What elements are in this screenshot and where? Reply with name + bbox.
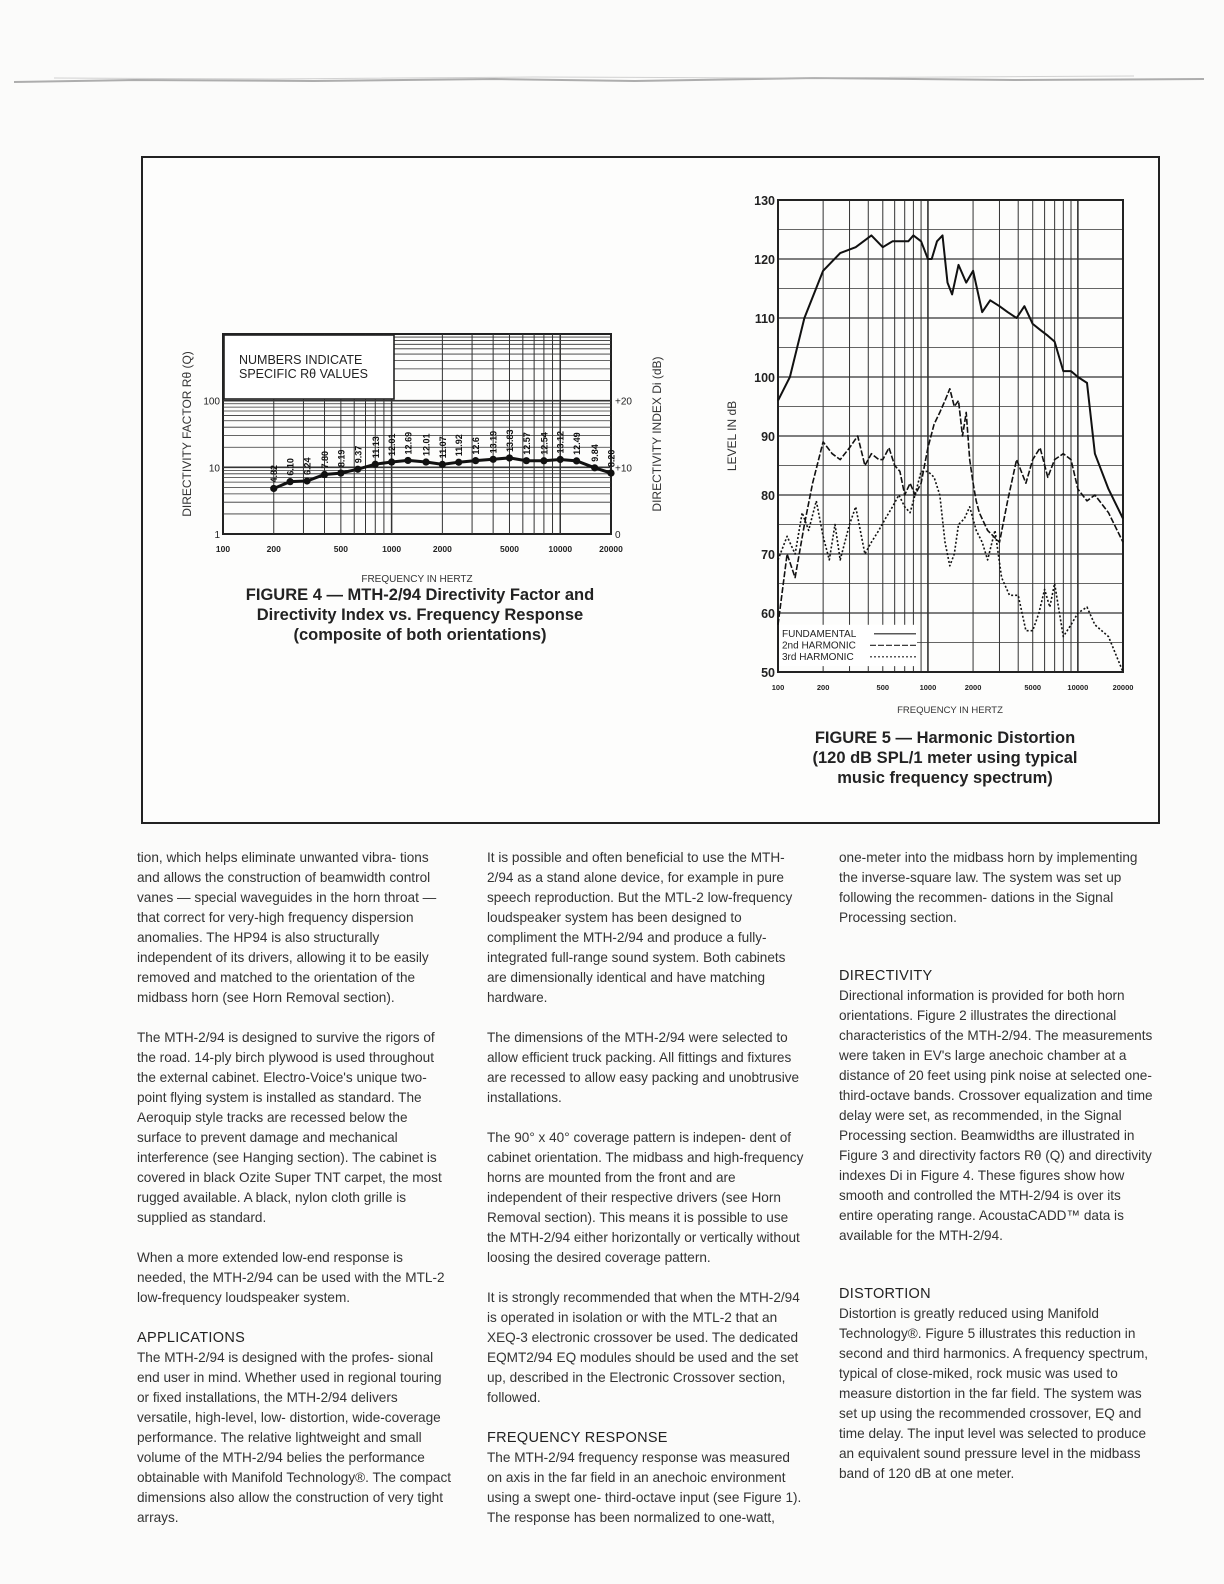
figure-4-data-point xyxy=(540,457,547,464)
figure-5-y-axis-label: LEVEL IN dB xyxy=(725,400,739,472)
figure-4-caption-line-1: FIGURE 4 — MTH-2/94 Directivity Factor and xyxy=(245,586,595,604)
figure-4-value-label: 8.19 xyxy=(336,449,347,468)
figure-4-x-tick-label: 10000 xyxy=(548,544,573,554)
figure-5-legend-2nd-harmonic: 2nd HARMONIC xyxy=(782,640,856,652)
frequency-response-heading: FREQUENCY RESPONSE xyxy=(487,1430,668,1446)
figure-5-x-tick-label: 2000 xyxy=(964,683,982,692)
figure-4-value-label: 13.83 xyxy=(504,429,515,452)
figure-4-legend-line-1: NUMBERS INDICATE xyxy=(239,353,363,367)
figure-5-legend-fundamental: FUNDAMENTAL xyxy=(782,628,857,640)
col3-paragraph-2: Directional information is provided for both horn orientations. Figure 2 illustrates the directional characteristics of the MTH-2/94. The measurements were taken in EV's large anechoic chamber at a distance of 20 feet using pink noise at selected one-third-octave bands. Crossover equalization and time delay were set, as recommended, in the Signal Processing section. Beamwidths are illustrated in Figure 3 and directivity factors Rθ (Q) and directivity indexes Di in Figure 4. These figures show how smooth and controlled the MTH-2/94 is over its entire operating range. AcoustaCADD™ data is available for the MTH-2/94. xyxy=(839,988,1153,1243)
figure-5-caption-line-2: (120 dB SPL/1 meter using typical xyxy=(812,749,1078,767)
figure-4-x-tick-label: 500 xyxy=(333,544,348,554)
figure-5-x-tick-label: 500 xyxy=(876,683,890,692)
figure-4-value-label: 12.01 xyxy=(387,433,398,457)
text-column-3 xyxy=(839,848,1154,1504)
col1-paragraph-2: The MTH-2/94 is designed to survive the rigors of the road. 14-ply birch plywood is used throughout the external cabinet. Electro-Voice's unique two-point flying system is installed as standard. The Aeroquip style tracks are recessed below the surface to prevent damage and mechanical interference (see Hanging section). The cabinet is covered in black Ozite Super TNT carpet, the most rugged available. A black, nylon cloth grille is supplied as standard. xyxy=(137,1030,442,1225)
figure-4-data-point xyxy=(388,458,395,465)
figure-4-data-point xyxy=(270,485,277,492)
figure-4-value-label: 12.54 xyxy=(539,432,550,455)
col2-paragraph-1: It is possible and often beneficial to use the MTH-2/94 as a stand alone device, for example in pure speech reproduction. But the MTL-2 low-frequency loudspeaker system has been designed to compliment the MTH-2/94 and produce a fully-integrated full-range sound system. Both cabinets are dimensionally identical and have matching hardware. xyxy=(487,850,793,1005)
figure-4-data-point xyxy=(557,456,564,463)
figure-4-caption-line-3: (composite of both orientations) xyxy=(293,626,547,644)
col2-paragraph-2: The dimensions of the MTH-2/94 were selected to allow efficient truck packing. All fittings and fixtures are recessed to allow easy packing and unobtrusive installations. xyxy=(487,1030,800,1105)
figure-4-data-point xyxy=(321,471,328,478)
figure-4-value-label: 8.20 xyxy=(606,449,617,468)
figure-4-data-point xyxy=(287,478,294,485)
figure-4-value-label: 6.24 xyxy=(302,457,313,475)
figure-5-caption-line-1: FIGURE 5 — Harmonic Distortion xyxy=(814,729,1076,747)
figure-4-x-tick-label: 2000 xyxy=(432,544,452,554)
figure-5-grid xyxy=(778,200,1123,672)
col3-paragraph-1: one-meter into the midbass horn by implementing the inverse-square law. The system was set up following the recommen- dations in the Signal Processing section. xyxy=(839,850,1138,925)
figure-4-value-label: 13.12 xyxy=(555,430,566,454)
figure-4-data-point xyxy=(573,457,580,464)
figure-4-data-point xyxy=(303,477,310,484)
col3-paragraph-3: Distortion is greatly reduced using Manifold Technology®. Figure 5 illustrates this reduction in second and third harmonics. A frequency spectrum, typical of close-miked, rock music was used to measure distortion in the far field. The system was set up using the recommended crossover, EQ and time delay. The input level was selected to produce an equivalent sound pressure level in the midbass band of 120 dB at one meter. xyxy=(839,1306,1149,1481)
figure-4-value-label: 12.01 xyxy=(421,433,432,457)
figure-5-y-tick-label: 90 xyxy=(761,430,775,444)
figure-4-value-label: 9.37 xyxy=(353,445,364,464)
figure-4-y-axis-label-right: DIRECTIVITY INDEX Di (dB) xyxy=(650,356,664,512)
figure-5-tick-labels xyxy=(754,194,1133,692)
figure-5-y-tick-label: 70 xyxy=(761,548,775,562)
figure-5-x-tick-label: 1000 xyxy=(919,683,937,692)
figure-4-value-label: 4.82 xyxy=(269,464,280,483)
col2-paragraph-5: The MTH-2/94 frequency response was measured on axis in the far field in an anechoic environment using a swept one- third-octave input (see Figure 1). The response has been normalized to one-watt, xyxy=(487,1450,802,1525)
directivity-heading: DIRECTIVITY xyxy=(839,968,933,984)
figure-4-x-tick-label: 100 xyxy=(215,544,231,554)
figure-4-caption-line-2: Directivity Index vs. Frequency Response xyxy=(256,606,584,624)
figure-4-x-tick-label: 1000 xyxy=(382,544,402,554)
figure-5-x-tick-label: 10000 xyxy=(1067,683,1089,692)
figure-4-value-label: 9.84 xyxy=(590,444,601,462)
figure-5-x-axis-label: FREQUENCY IN HERTZ xyxy=(897,705,1003,716)
figure-4-value-label: 11.13 xyxy=(370,436,381,459)
text-column-1 xyxy=(137,848,455,1548)
figure-4-x-tick-label: 200 xyxy=(266,544,281,554)
figure-5-legend-3rd-harmonic: 3rd HARMONIC xyxy=(782,651,854,663)
col1-paragraph-1: tion, which helps eliminate unwanted vibra- tions and allows the construction of beamwidth control vanes — special waveguides in the horn throat — that correct for very-high frequency dispersion anomalies. The HP94 is also structurally independent of its drivers, allowing it to be easily removed and matched to the orientation of the midbass horn (see Horn Removal section). xyxy=(137,850,437,1005)
figure-5-x-tick-label: 5000 xyxy=(1024,683,1042,692)
figure-4-value-label: 12.57 xyxy=(521,432,532,455)
figure-4-directivity-chart xyxy=(180,334,664,644)
figure-4-left-tick-label: 1 xyxy=(214,530,220,541)
col1-paragraph-3: When a more extended low-end response is needed, the MTH-2/94 can be used with the MTL-2 low-frequency loudspeaker system. xyxy=(137,1250,445,1305)
figure-4-left-tick-label: 100 xyxy=(203,396,220,408)
figure-4-x-axis-label: FREQUENCY IN HERTZ xyxy=(361,574,473,585)
figure-4-tick-labels xyxy=(203,397,632,554)
figure-5-harmonic-distortion-chart xyxy=(725,194,1133,787)
figure-4-data-point xyxy=(523,457,530,464)
figure-4-value-label: 12.6 xyxy=(471,437,482,455)
figure-4-x-tick-label: 20000 xyxy=(599,544,623,554)
figure-5-y-tick-label: 110 xyxy=(754,312,775,326)
figure-5-y-tick-label: 60 xyxy=(761,607,775,621)
figure-4-right-tick-label: 0 xyxy=(615,530,621,541)
figure-4-value-label: 12.69 xyxy=(403,431,414,455)
figure-4-right-tick-label: +10 xyxy=(615,463,632,475)
figure-5-x-tick-label: 200 xyxy=(816,683,830,692)
col2-paragraph-3: The 90° x 40° coverage pattern is indepen- dent of cabinet orientation. The midbass and high-frequency horns are mounted from the front and are independent of their respective drivers (see Horn Removal section). This means it is possible to use the MTH-2/94 either horizontally or vertically without loosing the desired coverage pattern. xyxy=(487,1130,804,1265)
figure-5-y-tick-label: 120 xyxy=(754,253,775,267)
figure-5-y-tick-label: 50 xyxy=(761,666,775,680)
figure-4-data-point xyxy=(422,458,429,465)
figure-4-data-point xyxy=(591,464,598,471)
figure-4-data-point xyxy=(490,456,497,463)
figure-4-data-point xyxy=(372,461,379,468)
figure-5-x-tick-label: 100 xyxy=(771,683,785,692)
figure-5-x-tick-label: 20000 xyxy=(1112,683,1134,692)
figure-5-caption-line-3: music frequency spectrum) xyxy=(837,769,1053,787)
figure-4-data-point xyxy=(439,461,446,468)
figure-4-value-label: 11.07 xyxy=(437,436,448,459)
figure-4-x-tick-label: 5000 xyxy=(500,544,519,554)
figure-4-data-point xyxy=(337,470,344,477)
figures-svg xyxy=(143,158,1157,821)
applications-heading: APPLICATIONS xyxy=(137,1330,246,1346)
distortion-heading: DISTORTION xyxy=(839,1286,931,1302)
figure-4-legend-line-2: SPECIFIC Rθ VALUES xyxy=(239,367,368,381)
figure-4-data-point xyxy=(607,469,614,476)
figure-4-value-label: 6.10 xyxy=(285,458,296,476)
figure-5-y-tick-label: 80 xyxy=(761,489,775,503)
figure-4-value-label: 7.80 xyxy=(320,450,331,469)
col2-paragraph-4: It is strongly recommended that when the MTH-2/94 is operated in isolation or with the MTL-2 that an XEQ-3 electronic crossover be used. The dedicated EQMT2/94 EQ modules should be used and the set up, described in the Electronic Crossover section, followed. xyxy=(487,1290,800,1405)
figure-4-value-label: 11.92 xyxy=(454,434,465,457)
figure-5-y-tick-label: 130 xyxy=(754,194,775,208)
figure-4-value-label: 13.19 xyxy=(488,430,499,454)
figure-4-data-point xyxy=(455,459,462,466)
figure-4-data-point xyxy=(506,454,513,461)
figure-5-y-tick-label: 100 xyxy=(754,371,775,385)
figure-4-y-axis-label-left: DIRECTIVITY FACTOR Rθ (Q) xyxy=(180,351,194,517)
figure-4-data-point xyxy=(404,457,411,464)
figure-4-value-label: 12.49 xyxy=(572,432,583,455)
text-column-2 xyxy=(487,848,805,1548)
col1-paragraph-4: The MTH-2/94 is designed with the profes- sional end user in mind. Whether used in regional touring or fixed installations, the MTH-2/94 delivers versatile, high-level, low- distortion, wide-coverage performance. The relative lightweight and small volume of the MTH-2/94 belies the performance obtainable with Manifold Technology®. The compact dimensions also allow the construction of very tight arrays. xyxy=(137,1350,452,1525)
figure-4-right-tick-label: +20 xyxy=(615,396,632,408)
figure-panel xyxy=(141,156,1160,824)
figure-4-left-tick-label: 10 xyxy=(208,463,220,475)
scan-edge-artifact xyxy=(14,72,1204,86)
figure-4-data-point xyxy=(354,466,361,473)
figure-4-data-point xyxy=(472,457,479,464)
